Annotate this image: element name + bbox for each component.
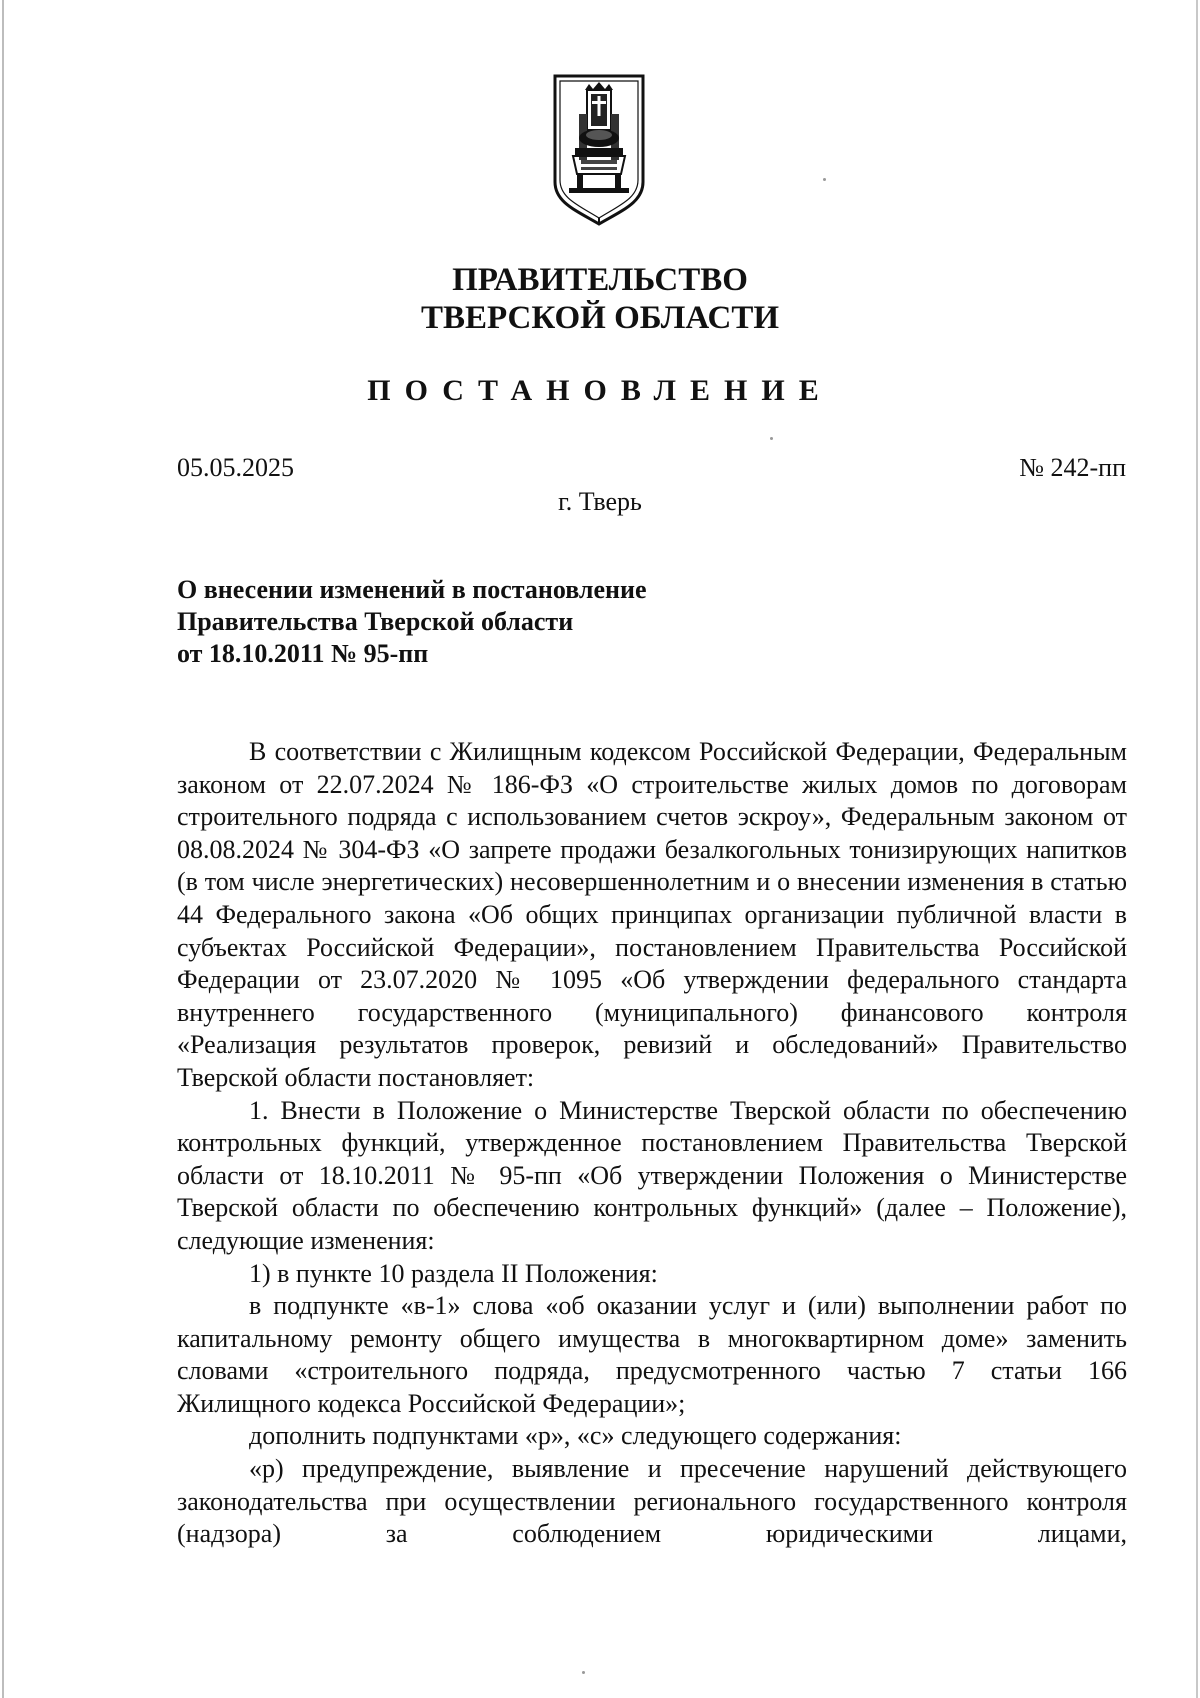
- subject-line: от 18.10.2011 № 95-пп: [177, 639, 429, 668]
- document-subject: [177, 574, 647, 670]
- body-paragraph-addition: дополнить подпунктами «р», «с» следующего содержания:: [249, 1421, 902, 1451]
- scan-speck: [823, 178, 826, 181]
- body-paragraph-item-1: 1. Внести в Положение о Министерстве Тверской области по обеспечению контрольных функций, утвержденное постановлением Правительства Тверской области от 18.10.2011 № 95-пп «Об утверждении Положения о Министерстве Тверской области по обеспечению контрольных функций» (далее – Положение), следующие изменения:: [177, 1095, 1127, 1255]
- org-title-line2: ТВЕРСКОЙ ОБЛАСТИ: [420, 300, 780, 336]
- body-paragraph-subitem-1: 1) в пункте 10 раздела II Положения:: [249, 1258, 658, 1288]
- subject-line: Правительства Тверской области: [177, 607, 574, 636]
- coat-of-arms-emblem: [553, 74, 645, 226]
- body-paragraph-amendment: в подпункте «в-1» слова «об оказании услуг и (или) выполнении работ по капитальному ремонту общего имущества в многоквартирном доме» заменить словами «строительного подряда, предусмотренного частью 7 статьи 166 Жилищного кодекса Российской Федерации»;: [177, 1291, 1127, 1418]
- document-date: 05.05.2025: [177, 453, 294, 482]
- document-type-title: ПОСТАНОВЛЕНИЕ: [367, 374, 833, 407]
- org-title-line1: ПРАВИТЕЛЬСТВО: [452, 262, 748, 298]
- scan-speck: [582, 1671, 585, 1674]
- document-body: [177, 736, 1127, 1551]
- body-paragraph-subpoint-r: «р) предупреждение, выявление и пресечение нарушений действующего законодательства при осуществлении регионального государственного контроля (надзора) за соблюдением юридическими лицами,: [177, 1454, 1127, 1549]
- scan-edge-right: [1196, 0, 1198, 1698]
- document-city: г. Тверь: [558, 487, 642, 516]
- subject-line: О внесении изменений в постановление: [177, 575, 647, 604]
- body-paragraph-preamble: В соответствии с Жилищным кодексом Российской Федерации, Федеральным законом от 22.07.2024 № 186-ФЗ «О строительстве жилых домов по договорам строительного подряда с использованием счетов эскроу», Федеральным законом от 08.08.2024 № 304-ФЗ «О запрете продажи безалкогольных тонизирующих напитков (в том числе энергетических) несовершеннолетним и о внесении изменения в статью 44 Федерального закона «Об общих принципах организации публичной власти в субъектах Российской Федерации», постановлением Правительства Российской Федерации от 23.07.2020 № 1095 «Об утверждении федерального стандарта внутреннего государственного (муниципального) финансового контроля «Реализация результатов проверок, ревизий и обследований» Правительство Тверской области постановляет:: [177, 737, 1127, 1092]
- scan-speck: [770, 437, 773, 440]
- scan-edge-left: [2, 0, 4, 1698]
- document-number: № 242-пп: [1019, 453, 1126, 482]
